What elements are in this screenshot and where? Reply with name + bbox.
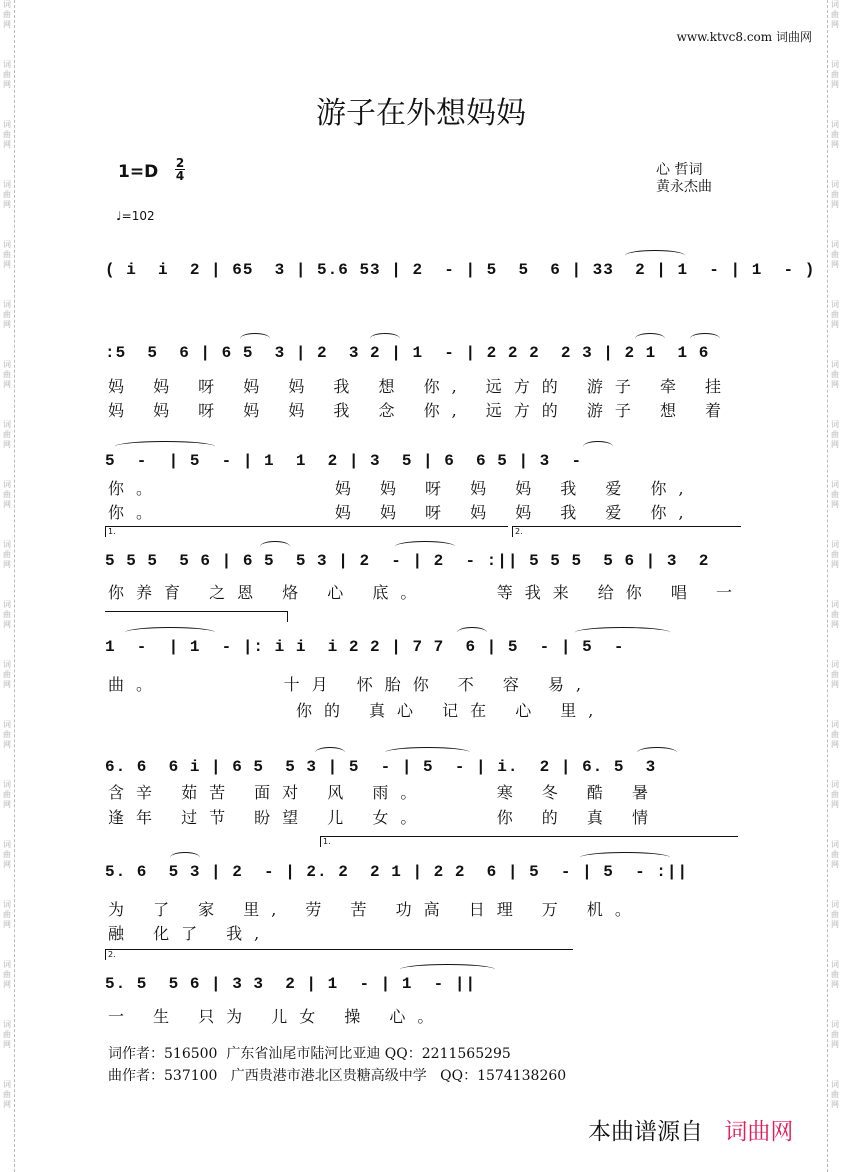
staff-row-2: [105, 333, 743, 373]
notation-line: 5 - | 5 - | 1 1 2 | 3 5 | 6 6 5 | 3 -: [105, 452, 583, 470]
tempo-marking: ♩=102: [116, 209, 155, 223]
song-title: 游子在外想妈妈: [316, 96, 526, 131]
lyric-line: 为 了 家 里, 劳 苦 功高 日理 万 机。: [108, 900, 643, 919]
notation-line: 5 5 5 5 6 | 6 5 5 3 | 2 - | 2 - :|| 5 5 5 5 6 | 3 2: [105, 552, 710, 570]
tie-arc: [115, 441, 215, 452]
watermark-text: 词曲网: [3, 660, 11, 689]
slur-arc: [635, 333, 665, 344]
slur-arc: [260, 541, 290, 552]
watermark-text: 词曲网: [3, 780, 11, 809]
watermark-text: 词曲网: [831, 1020, 839, 1049]
credits: [656, 162, 712, 196]
lyric-line: 曲。 十月 怀胎你 不 容 易,: [108, 675, 594, 694]
lyric-line: 含辛 茹苦 面对 风 雨。 寒 冬 酷 暑: [108, 783, 660, 802]
watermark-text: 词曲网: [831, 840, 839, 869]
site-name: 词曲网: [775, 30, 812, 44]
watermark-text: 词曲网: [3, 420, 11, 449]
watermark-text: 词曲网: [831, 720, 839, 749]
lyric-line: 逢年 过节 盼望 儿 女。 你 的 真 情: [108, 808, 660, 827]
composer-info: 曲作者：537100 广西贵港市港北区贵糖高级中学 QQ：1574138260: [108, 1068, 567, 1084]
watermark-text: 词曲网: [831, 600, 839, 629]
tie-arc: [580, 852, 670, 863]
time-signature: [175, 157, 185, 182]
watermark-text: 词曲网: [831, 480, 839, 509]
notation-line: 6. 6 6 i | 6 5 5 3 | 5 - | 5 - | i. 2 | 6. 5 3: [105, 758, 657, 776]
notation-line: 5. 6 5 3 | 2 - | 2. 2 2 1 | 2 2 6 | 5 - | 5 - :||: [105, 863, 689, 881]
notation-line: 1 - | 1 - |: i i i 2 2 | 7 7 6 | 5 - | 5 -: [105, 638, 625, 656]
lyric-line: 你。 妈 妈 呀 妈 妈 我 爱 你,: [108, 503, 696, 522]
slur-arc: [170, 852, 200, 863]
tie-arc: [385, 747, 470, 758]
staff-row-1: [105, 250, 816, 290]
slur-arc: [315, 747, 345, 758]
watermark-text: 词曲网: [3, 1080, 11, 1109]
watermark-text: 词曲网: [3, 540, 11, 569]
source-label: 本曲谱源自: [588, 1119, 703, 1145]
watermark-text: 词曲网: [831, 240, 839, 269]
tie-arc: [625, 250, 685, 261]
watermark-text: 词曲网: [831, 360, 839, 389]
slur-arc: [457, 627, 487, 638]
watermark-text: 词曲网: [3, 120, 11, 149]
watermark-text: 词曲网: [3, 600, 11, 629]
watermark-text: 词曲网: [3, 840, 11, 869]
watermark-text: 词曲网: [831, 120, 839, 149]
lyric-line: 妈 妈 呀 妈 妈 我 念 你, 远方的 游子 想 着: [108, 401, 734, 420]
watermark-text: 词曲网: [3, 720, 11, 749]
watermark-text: 词曲网: [3, 240, 11, 269]
right-watermark-strip: [827, 0, 842, 1172]
watermark-text: 词曲网: [831, 1080, 839, 1109]
first-ending-bracket: 1.: [105, 526, 508, 537]
lyric-line: 妈 妈 呀 妈 妈 我 想 你, 远方的 游子 牵 挂: [108, 377, 734, 396]
lyric-line: 你。 妈 妈 呀 妈 妈 我 爱 你,: [108, 479, 696, 498]
time-signature-bottom: 4: [175, 169, 185, 183]
tie-arc: [400, 964, 495, 975]
staff-row-3: [105, 441, 743, 481]
lyricist-info: 词作者：516500 广东省汕尾市陆河比亚迪 QQ：2211565295: [108, 1046, 511, 1062]
slur-arc: [690, 333, 720, 344]
staff-row-5: [105, 627, 743, 667]
tie-arc: [575, 627, 670, 638]
notation-line: ( i i 2 | 65 3 | 5.6 53 | 2 - | 5 5 6 | 33 2 | 1 - | 1 - ): [105, 261, 816, 279]
watermark-text: 词曲网: [831, 900, 839, 929]
watermark-text: 词曲网: [3, 0, 11, 29]
lyric-line: 你养育 之恩 烙 心 底。 等我来 给你 唱 一: [108, 583, 744, 602]
key-signature: 1=D: [118, 162, 159, 182]
lyric-line: 你的 真心 记在 心 里,: [108, 701, 606, 720]
lyricist-credit: 心 哲词: [656, 162, 703, 178]
watermark-text: 词曲网: [3, 900, 11, 929]
second-ending-bracket: 2.: [105, 949, 573, 960]
slur-arc: [583, 441, 613, 452]
tie-arc: [395, 541, 455, 552]
staff-row-8: [105, 964, 743, 1004]
watermark-text: 词曲网: [831, 960, 839, 989]
notation-line: :5 5 6 | 6 5 3 | 2 3 2 | 1 - | 2 2 2 2 3 | 2 1 1 6: [105, 344, 710, 362]
tie-arc: [125, 627, 215, 638]
watermark-text: 词曲网: [3, 960, 11, 989]
watermark-text: 词曲网: [831, 180, 839, 209]
slur-arc: [370, 333, 400, 344]
watermark-text: 词曲网: [831, 780, 839, 809]
staff-row-4: [105, 541, 743, 581]
slur-arc: [240, 333, 270, 344]
source-brand-link[interactable]: 词曲网: [724, 1119, 794, 1145]
watermark-text: 词曲网: [831, 300, 839, 329]
time-signature-top: 2: [175, 156, 185, 170]
watermark-text: 词曲网: [831, 420, 839, 449]
watermark-text: 词曲网: [831, 660, 839, 689]
composer-credit: 黄永杰曲: [656, 179, 712, 195]
watermark-text: 词曲网: [3, 1020, 11, 1049]
watermark-text: 词曲网: [3, 360, 11, 389]
notation-line: 5. 5 5 6 | 3 3 2 | 1 - | 1 - ||: [105, 975, 477, 993]
watermark-text: 词曲网: [3, 300, 11, 329]
second-ending-bracket: 2.: [512, 526, 741, 537]
first-ending-bracket-cont: [105, 611, 288, 622]
left-watermark-strip: [0, 0, 15, 1172]
watermark-text: 词曲网: [3, 60, 11, 89]
watermark-text: 词曲网: [3, 180, 11, 209]
staff-row-7: [105, 852, 743, 892]
lyric-line: 一 生 只为 儿女 操 心。: [108, 1007, 446, 1026]
watermark-text: 词曲网: [3, 480, 11, 509]
lyric-line: 融 化了 我,: [108, 924, 272, 943]
watermark-text: 词曲网: [831, 0, 839, 29]
site-url[interactable]: www.ktvc8.com: [676, 30, 773, 44]
watermark-text: 词曲网: [831, 60, 839, 89]
watermark-text: 词曲网: [831, 540, 839, 569]
source-attribution: [588, 1113, 793, 1146]
site-header[interactable]: [677, 28, 812, 45]
slur-arc: [637, 747, 677, 758]
first-ending-bracket: 1.: [320, 836, 738, 847]
